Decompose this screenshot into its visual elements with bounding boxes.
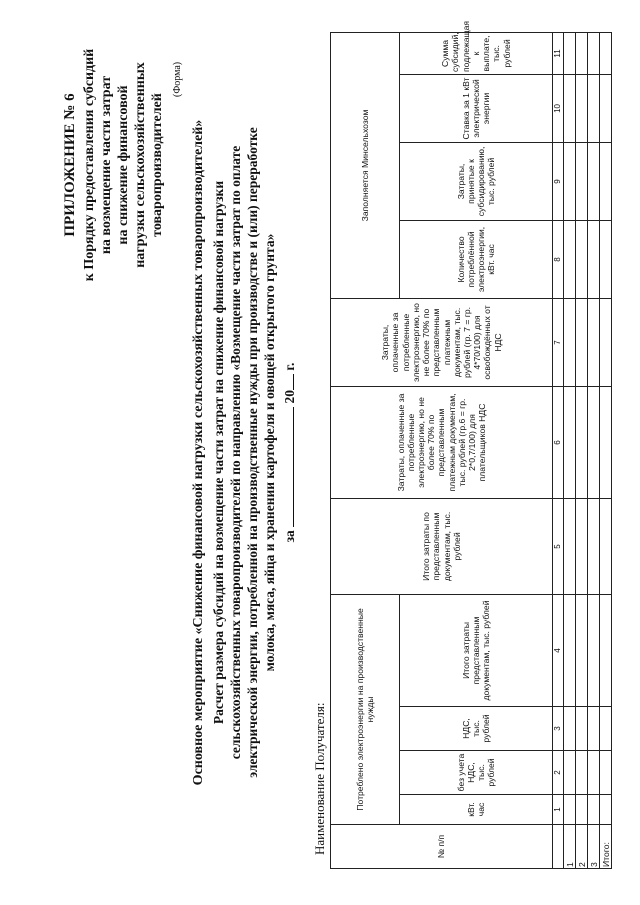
header-vat: НДС, тыс. рублей <box>400 707 553 751</box>
row-number: 1 <box>564 825 576 869</box>
table-cell[interactable] <box>576 74 588 142</box>
main-activity: Основное мероприятие «Снижение финансовой нагрузки сельскохозяйственных товаропроизводителей» <box>191 119 206 786</box>
period-prefix: за <box>282 530 297 543</box>
table-cell[interactable] <box>576 32 588 74</box>
appendix-line: на возмещение части затрат <box>99 75 114 255</box>
col-number-cell: 7 <box>553 298 564 386</box>
period-blank[interactable] <box>293 407 294 527</box>
recipient-label: Наименование Получателя: <box>312 702 327 855</box>
appendix-line: на снижение финансовой <box>116 85 131 245</box>
table-cell[interactable] <box>576 795 588 825</box>
table-cell[interactable] <box>564 298 576 386</box>
table-cell[interactable] <box>588 386 600 498</box>
col-number-cell: 6 <box>553 386 564 498</box>
table-cell[interactable] <box>588 32 600 74</box>
calculation-table <box>330 20 612 869</box>
col-number-cell: 2 <box>553 751 564 795</box>
table-row <box>564 32 576 868</box>
table-cell[interactable] <box>600 142 612 220</box>
calc-title-line: молока, мяса, яйца и хранении картофеля и овощей открытого грунта» <box>262 233 277 672</box>
header-group-ministry: Заполняется Минсельхозом <box>331 32 400 298</box>
table-cell[interactable] <box>564 498 576 594</box>
table-cell[interactable] <box>564 142 576 220</box>
header-no: № п/п <box>331 825 553 869</box>
table-cell[interactable] <box>588 751 600 795</box>
col-number-cell: 10 <box>553 74 564 142</box>
header-total-docs: Итого затраты представленным документам, тыс. рублей <box>400 594 553 706</box>
table-cell[interactable] <box>576 142 588 220</box>
appendix-number: ПРИЛОЖЕНИЕ № 6 <box>62 93 78 237</box>
col-number-cell: 1 <box>553 795 564 825</box>
appendix-header <box>62 25 166 305</box>
table-cell[interactable] <box>600 32 612 74</box>
col-number-cell: 11 <box>553 32 564 74</box>
table-cell[interactable] <box>576 386 588 498</box>
table-cell[interactable] <box>588 594 600 706</box>
table-cell[interactable] <box>600 751 612 795</box>
table-cell[interactable] <box>564 795 576 825</box>
form-label: (Форма) <box>172 61 183 97</box>
table-cell[interactable] <box>564 220 576 298</box>
appendix-line: нагрузки сельскохозяйственных <box>133 62 148 268</box>
table-cell[interactable] <box>564 32 576 74</box>
table-cell[interactable] <box>600 498 612 594</box>
header-rate: Ставка за 1 кВт электрической энергии <box>400 74 553 142</box>
header-qty-kwh: Количество потреблённой электроэнергии, кВт. час <box>400 220 553 298</box>
table-cell[interactable] <box>564 594 576 706</box>
header-paid-70-vat: Затраты, оплаченные за потребленные электроэнергию, но не более 70% по представленным платежным документам, тыс. рублей (гр.6 = гр. 2*0,7/100) для плательщиков НДС <box>331 386 553 498</box>
row-number: 3 <box>588 825 600 869</box>
calc-title-line: электрической энергии, потребленной на производственные нужды при производстве и (или) переработке <box>245 127 260 778</box>
table-cell[interactable] <box>588 142 600 220</box>
appendix-line: товаропроизводителей <box>150 93 165 237</box>
header-paid-70-exempt: Затраты, оплаченные за потребленные электроэнергию, но не более 70% по представленным платежным документам, тыс. рублей (гр. 7 = гр. 4*70/100) для освобождённых от НДС <box>331 298 553 386</box>
period-suffix: г. <box>282 362 297 371</box>
col-number-cell: 3 <box>553 707 564 751</box>
document-title <box>190 40 298 865</box>
header-no-vat: без учета НДС, тыс. рублей <box>400 751 553 795</box>
table-cell[interactable] <box>576 498 588 594</box>
table-cell[interactable] <box>600 594 612 706</box>
table-cell[interactable] <box>588 498 600 594</box>
col-number-cell: 5 <box>553 498 564 594</box>
col-number-cell: 8 <box>553 220 564 298</box>
period-line <box>281 40 298 865</box>
total-row <box>600 32 612 868</box>
appendix-line: к Порядку предоставления субсидий <box>82 48 97 282</box>
col-number-cell: 4 <box>553 594 564 706</box>
period-year-prefix: 20 <box>282 389 297 404</box>
table-cell[interactable] <box>564 707 576 751</box>
table-row <box>576 32 588 868</box>
year-blank[interactable] <box>293 374 294 390</box>
header-kwh: кВт. час <box>400 795 553 825</box>
table-cell[interactable] <box>564 386 576 498</box>
calc-title-line: сельскохозяйственных товаропроизводителей по направлению «Возмещение части затрат по оплате <box>228 145 243 760</box>
table-row <box>588 32 600 868</box>
table-cell[interactable] <box>600 74 612 142</box>
table-cell[interactable] <box>588 707 600 751</box>
header-sum: Сумма субсидий, подлежащая к выплате, тыс. рублей <box>400 32 553 74</box>
table-cell[interactable] <box>600 707 612 751</box>
header-group-consumed: Потреблено электроэнергии на производственные нужды <box>331 594 400 824</box>
table-cell[interactable] <box>576 707 588 751</box>
table-cell[interactable] <box>564 751 576 795</box>
table-cell[interactable] <box>588 220 600 298</box>
table-cell[interactable] <box>588 74 600 142</box>
table-cell[interactable] <box>600 220 612 298</box>
table-cell[interactable] <box>600 298 612 386</box>
calc-title-line: Расчет размера субсидий на возмещение части затрат на снижение финансовой нагрузки <box>211 180 226 725</box>
table-cell[interactable] <box>576 220 588 298</box>
table-cell[interactable] <box>600 795 612 825</box>
total-label: Итого: <box>600 825 612 869</box>
table-cell[interactable] <box>588 795 600 825</box>
header-accepted: Затраты, принятые к субсидированию, тыс. рублей <box>400 142 553 220</box>
table-cell[interactable] <box>600 386 612 498</box>
row-number: 2 <box>576 825 588 869</box>
header-total-costs: Итого затраты по представленным документам, тыс. рублей <box>331 498 553 594</box>
col-number-cell <box>553 825 564 869</box>
table-cell[interactable] <box>564 74 576 142</box>
col-number-cell: 9 <box>553 142 564 220</box>
table-cell[interactable] <box>576 751 588 795</box>
table-cell[interactable] <box>576 298 588 386</box>
table-cell[interactable] <box>576 594 588 706</box>
table-cell[interactable] <box>588 298 600 386</box>
